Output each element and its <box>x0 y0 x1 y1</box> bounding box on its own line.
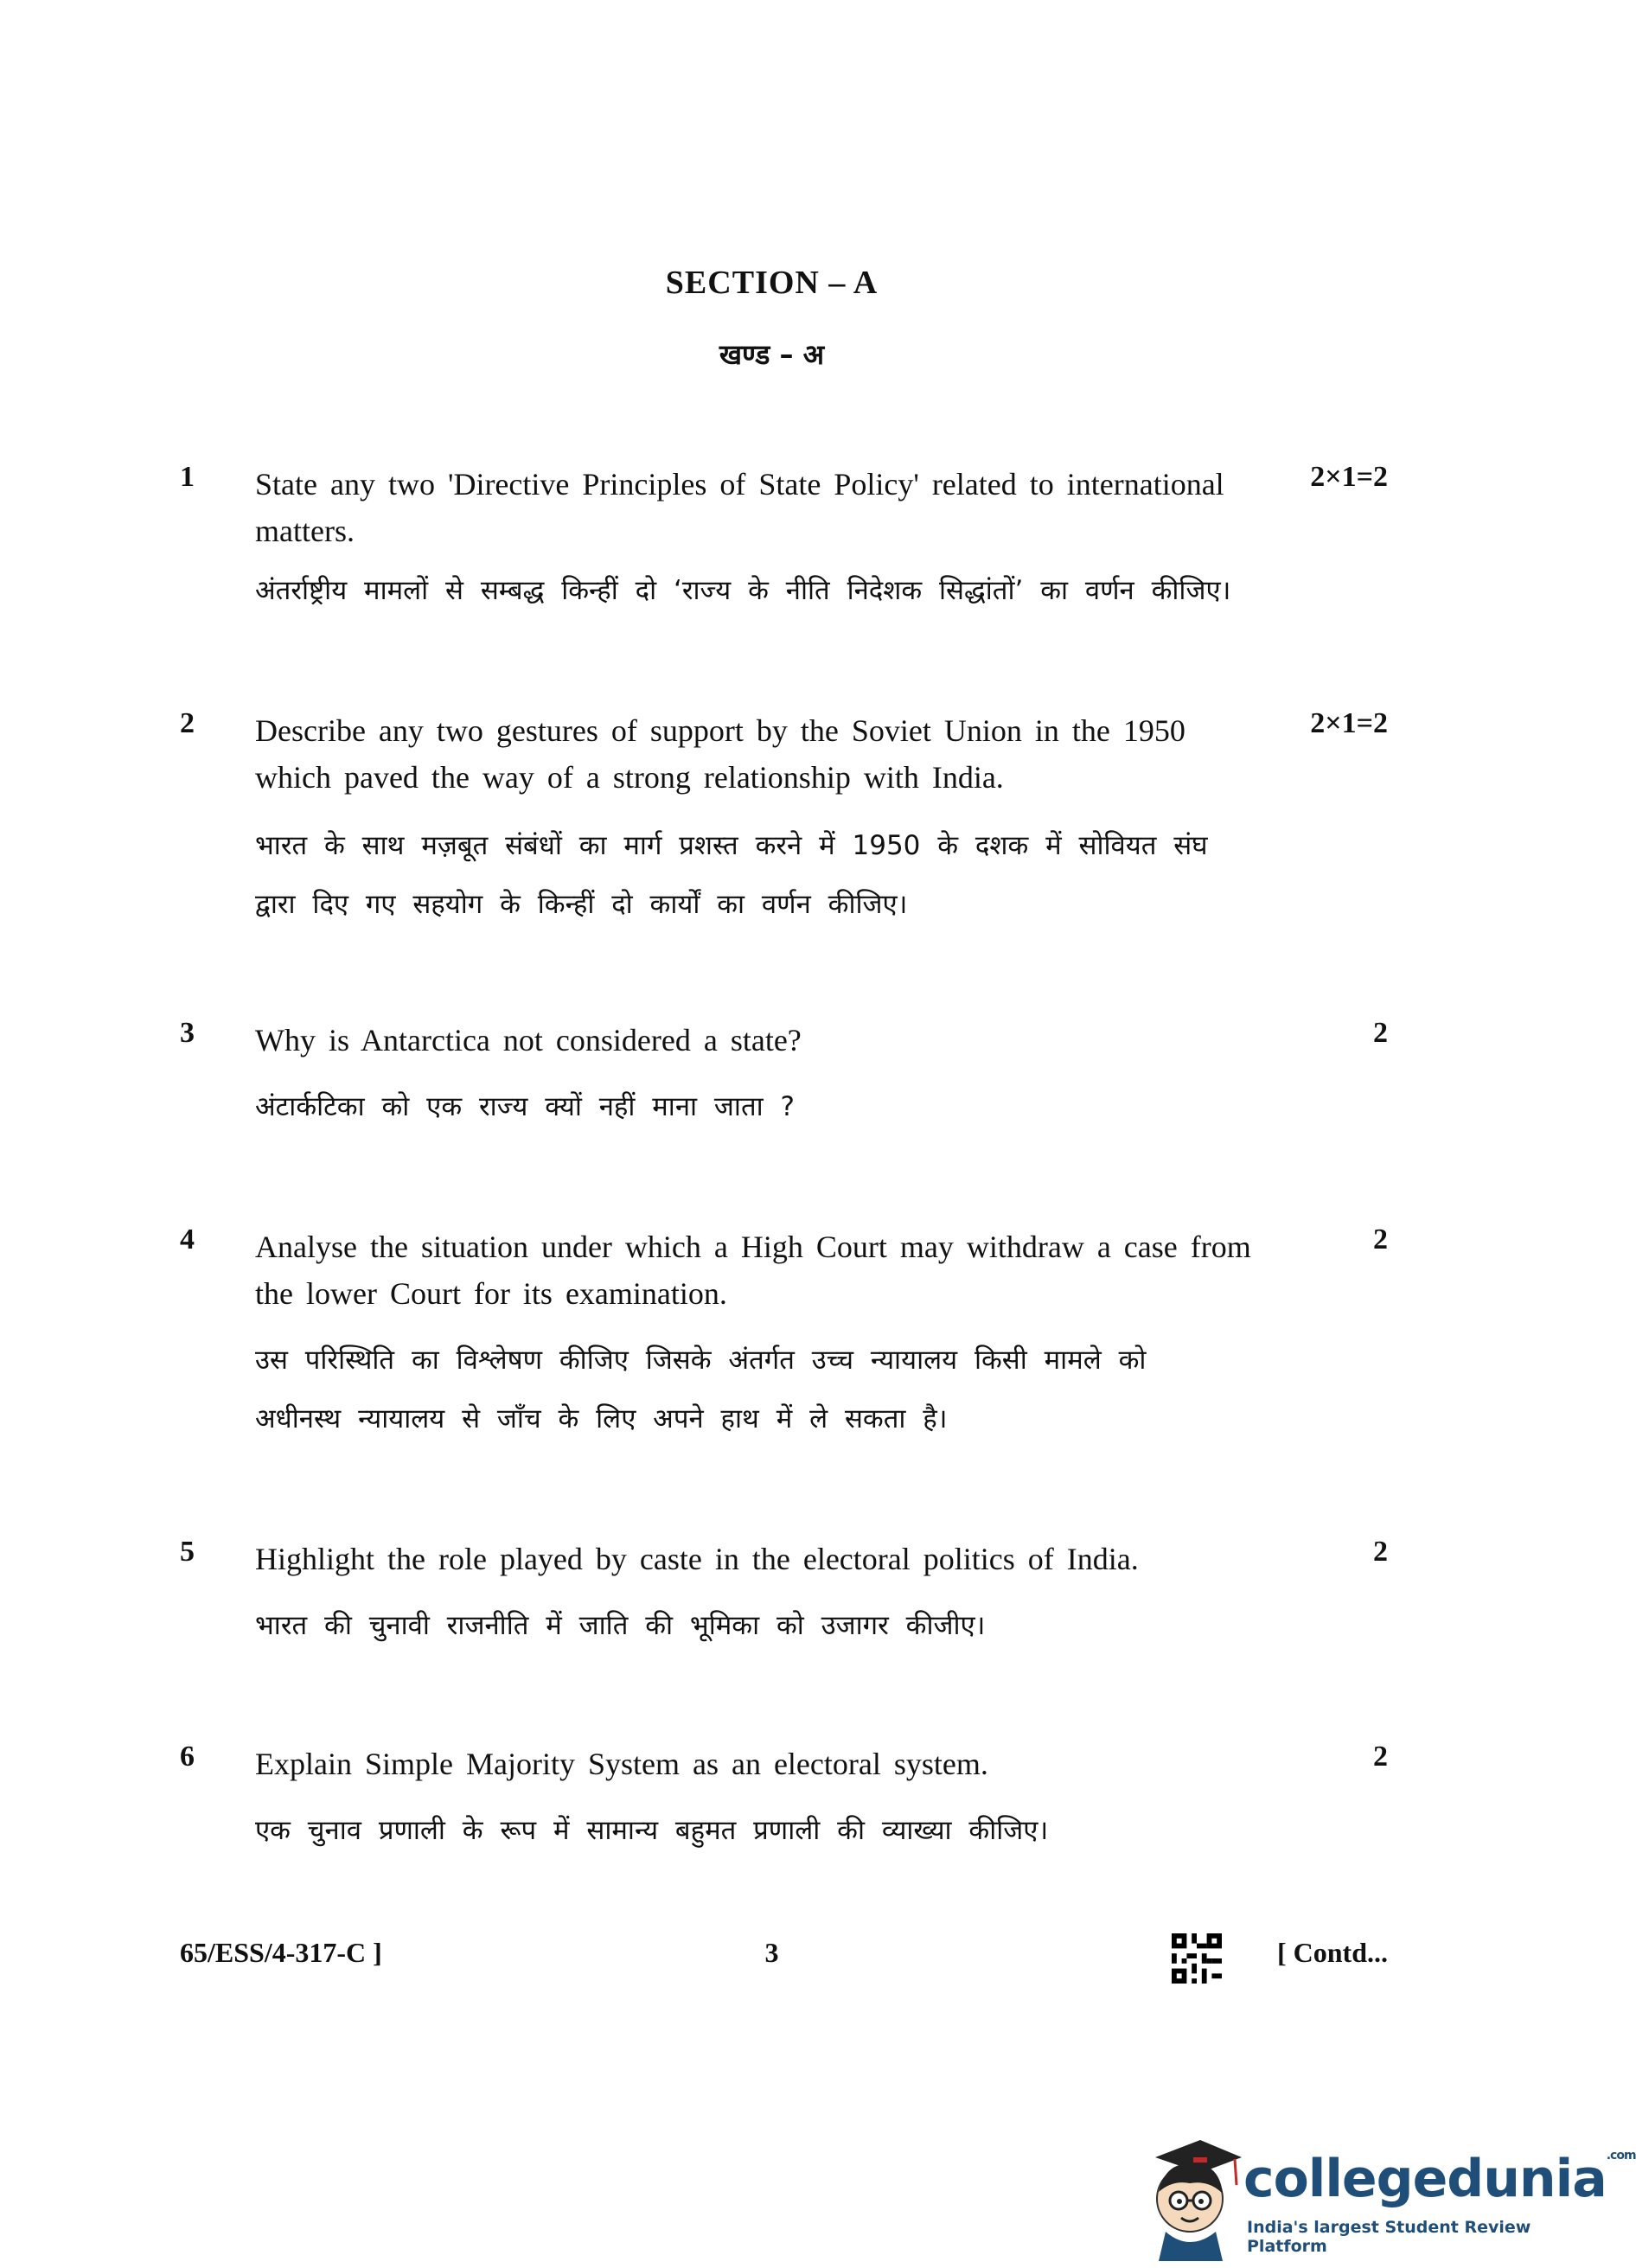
question-hindi: अंटार्कटिका को एक राज्य क्यों नहीं माना जाता ? <box>255 1091 795 1122</box>
section-subtitle: खण्ड – अ <box>719 338 825 371</box>
question-number: 3 <box>180 1017 195 1049</box>
question-marks: 2 <box>1373 1017 1388 1049</box>
question-english: Explain Simple Majority System as an electoral system. <box>255 1747 988 1781</box>
question-english: Describe any two gestures of support by the Soviet Union in the 1950 which paved the way of a strong relationship with India. <box>255 713 1185 795</box>
question-english: State any two 'Directive Principles of State Policy' related to international matters. <box>255 467 1224 548</box>
question-hindi: एक चुनाव प्रणाली के रूप में सामान्य बहुमत प्रणाली की व्याख्या कीजिए। <box>255 1815 1049 1846</box>
student-mascot-icon <box>1140 2123 1243 2261</box>
section-title: SECTION – A <box>665 265 879 301</box>
question-number: 5 <box>180 1536 195 1568</box>
question-marks: 2 <box>1373 1536 1388 1568</box>
brand-name: collegedunia$^{.com}$ <box>1243 2149 1636 2209</box>
question-number: 6 <box>180 1741 195 1773</box>
qr-code-icon <box>1172 1933 1222 1984</box>
question-marks: 2 <box>1373 1223 1388 1255</box>
page-number: 3 <box>764 1937 779 1968</box>
question-hindi: भारत की चुनावी राजनीति में जाति की भूमिका को उजागर कीजीए। <box>255 1610 986 1641</box>
question-english: Analyse the situation under which a High Court may withdraw a case from the lower Court for its examination. <box>255 1230 1251 1311</box>
question-english: Why is Antarctica not considered a state? <box>255 1023 802 1057</box>
continued-label: [ Contd... <box>1276 1937 1388 1968</box>
collegedunia-watermark <box>1140 2123 1636 2261</box>
question-number: 4 <box>180 1223 195 1255</box>
brand-tagline: India's largest Student Review Platform <box>1247 2218 1531 2256</box>
question-hindi: अंतर्राष्ट्रीय मामलों से सम्बद्ध किन्हीं दो ‘राज्य के नीति निदेशक सिद्धांतों’ का वर्णन कीजिए। <box>255 575 1231 606</box>
question-marks: 2×1=2 <box>1310 461 1388 493</box>
question-english: Highlight the role played by caste in the electoral politics of India. <box>255 1542 1139 1576</box>
question-hindi: उस परिस्थिति का विश्लेषण कीजिए जिसके अंतर्गत उच्च न्यायालय किसी मामले को अधीनस्थ न्यायालय से जाँच के लिए अपने हाथ में ले सकता है। <box>255 1345 1147 1434</box>
question-marks: 2 <box>1373 1741 1388 1773</box>
question-hindi: भारत के साथ मज़बूत संबंधों का मार्ग प्रशस्त करने में 1950 के दशक में सोवियत संघ द्वारा दिए गए सहयोग के किन्हीं दो कार्यों का वर्णन कीजिए। <box>255 830 1208 920</box>
question-marks: 2×1=2 <box>1310 707 1388 739</box>
paper-code: 65/ESS/4-317-C ] <box>180 1937 382 1968</box>
question-number: 2 <box>180 707 195 739</box>
question-number: 1 <box>180 461 195 493</box>
